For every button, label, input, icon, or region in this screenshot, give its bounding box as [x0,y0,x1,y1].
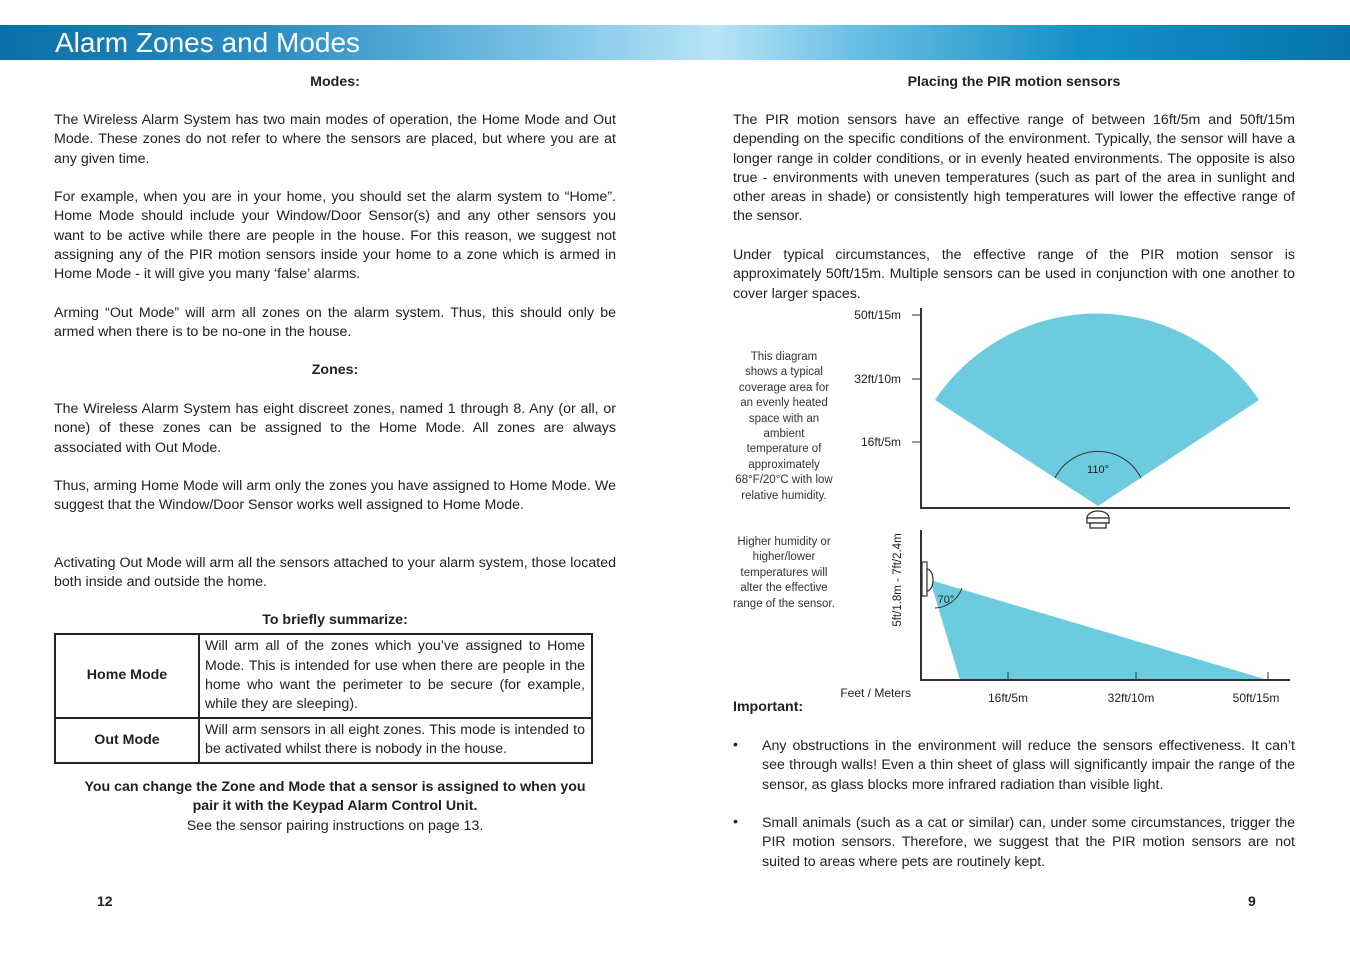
diagram-note-typical: This diagram shows a typical coverage area for an evenly heated space with an ambient temperature of approximately 68°F/20°C with low relative humidity. [735,351,833,502]
top-view-angle-label: 110° [1087,464,1109,476]
mode-description-cell: Will arm sensors in all eight zones. This mode is intended to be activated whilst there is nobody in the house. [199,718,592,763]
pir-paragraph-2: Under typical circumstances, the effective range of the PIR motion sensor is approximately 50ft/15m. Multiple sensors can be used in conjunction with one another to cover larger spaces. [733,247,1295,302]
zones-heading: Zones: [311,362,359,378]
mode-name-cell: Out Mode [55,718,199,763]
modes-paragraph-3: Arming “Out Mode” will arm all zones on the alarm system. Thus, this should only be armed when there is to be no-one in the house. [54,305,616,341]
zones-paragraph-1: The Wireless Alarm System has eight discreet zones, named 1 through 8. Any (or all, or none) of these zones can be assigned to the Home Mode. All zones are always associated with Out Mode. [54,401,616,456]
modes-paragraph-2: For example, when you are in your home, you should set the alarm system to “Home”. Home Mode should include your Window/Door Sensor(s) and any other sensors you want to be active while there are people in the house. For this reason, we suggest not assigning any of the PIR motion sensors inside your home to a zone which is armed in Home Mode - it will give you many ‘false’ alarms. [54,189,616,283]
list-item: Small animals (such as a cat or similar) can, under some circumstances, trigger the PIR motion sensors. Therefore, we suggest that the PIR motion sensors are not suited to areas where pets are routinely kept. [762,815,1295,870]
modes-heading: Modes: [310,74,360,90]
summary-heading: To briefly summarize: [262,612,408,628]
important-heading: Important: [733,699,804,715]
side-view-coverage-area [930,580,1268,680]
x-tick-label: 32ft/10m [1107,691,1155,705]
pir-heading: Placing the PIR motion sensors [907,74,1121,90]
page-number-left: 12 [97,893,113,909]
modes-paragraph-1: The Wireless Alarm System has two main modes of operation, the Home Mode and Out Mode. These zones do not refer to where the sensors are placed, but where you are at any given time. [54,112,616,167]
pairing-reference: See the sensor pairing instructions on page 13. [186,818,484,834]
y-tick-label: 16ft/5m [860,435,901,449]
pir-paragraph-1: The PIR motion sensors have an effective range of between 16ft/5m and 50ft/15m depending on the specific conditions of the environment. Typically, the sensor will have a longer range in colder conditions, or in evenly heated environments. The opposite is also true - environments with uneven temperatures (such as part of the area in sunlight and other areas in shade) or consistently high temperatures will lower the effective range of the sensor. [733,112,1295,225]
bullet-icon: • [733,737,738,753]
x-tick-label: 16ft/5m [987,691,1029,705]
y-tick-label: 50ft/15m [854,308,901,322]
x-axis-label: Feet / Meters [840,686,911,700]
zones-paragraph-3: Activating Out Mode will arm all the sensors attached to your alarm system, those located both inside and outside the home. [54,555,616,591]
y-tick-label: 32ft/10m [854,372,901,386]
top-view-coverage-area [935,314,1259,506]
pir-sensor-icon-side [922,562,933,596]
mode-name-cell: Home Mode [55,634,199,718]
mode-description-cell: Will arm all of the zones which you’ve assigned to Home Mode. This is intended for use when there are people in the home who want the perimeter to be secure (for example, while they are sleeping). [199,634,592,718]
list-item: Any obstructions in the environment will reduce the sensors effectiveness. It can’t see through walls! Even a thin sheet of glass will significantly impair the range of the sensor, as glass blocks more infrared radiation than visible light. [762,738,1295,793]
mounting-height-label: 5ft/1.8m - 7ft/2.4m [892,533,904,627]
side-view-angle-label: 70° [937,594,955,606]
diagram-note-humidity: Higher humidity or higher/lower temperatures will alter the effective range of the sensor. [733,536,835,610]
bullet-icon: • [733,814,738,830]
page-number-right: 9 [1248,893,1256,909]
page-title: Alarm Zones and Modes [55,27,361,58]
zone-mode-change-note: You can change the Zone and Mode that a sensor is assigned to when you pair it with the Keypad Alarm Control Unit. [84,779,586,815]
zones-paragraph-2: Thus, arming Home Mode will arm only the zones you have assigned to Home Mode. We suggest that the Window/Door Sensor works well assigned to Home Mode. [54,478,616,514]
x-tick-label: 50ft/15m [1232,691,1280,705]
pir-sensor-icon-top [1087,511,1109,528]
